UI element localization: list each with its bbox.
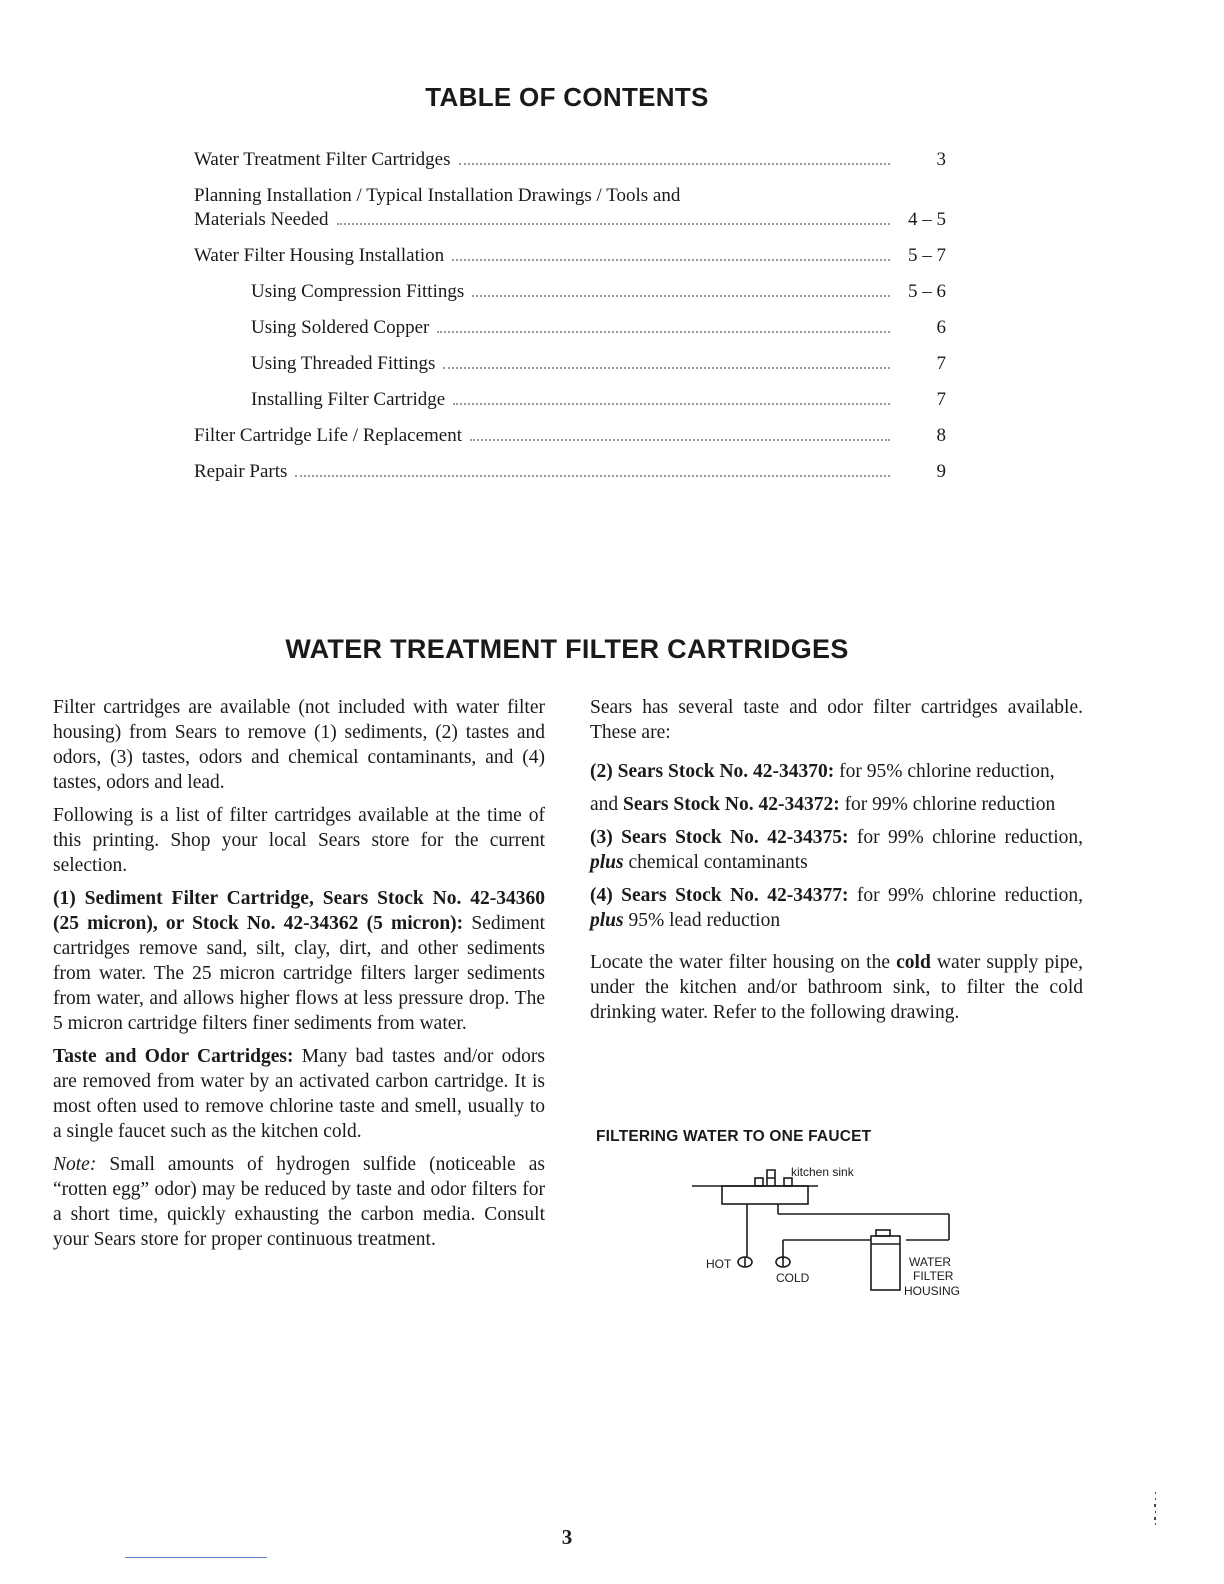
- toc-subentry[interactable]: [194, 316, 946, 340]
- page-number: 3: [561, 1525, 573, 1549]
- toc-entry[interactable]: [194, 184, 946, 232]
- toc-leader-dots: [472, 295, 890, 297]
- toc-entry-page: 3: [936, 149, 946, 170]
- toc-leader-dots: [470, 439, 890, 441]
- toc-entry-page: 4 – 5: [908, 209, 946, 230]
- housing-cap: [876, 1230, 890, 1236]
- toc-title: TABLE OF CONTENTS: [425, 82, 709, 112]
- note-paragraph: [53, 1152, 545, 1252]
- sediment-cartridge-text: Sediment cartridges remove sand, silt, clay, dirt, and other sediments from water. The 25 micron cartridge filters larger sediments from water, and allows higher flows at less pressure drop. The 5 micron cartridge filters finer sediments from water.: [53, 913, 545, 1034]
- intro-paragraph: Filter cartridges are available (not included with water filter housing) from Sears to remove (1) sediments, (2) tastes and odors, (3) tastes, odors and chemical contaminants, and (4) tastes, odors and lead.: [53, 697, 545, 793]
- toc-leader-dots: [437, 331, 890, 333]
- location-paragraph: [590, 950, 1083, 1025]
- toc-leader-dots: [452, 259, 890, 261]
- stock-description-tail: 95% lead reduction: [623, 910, 781, 931]
- note-text: Small amounts of hydrogen sulfide (noticeable as “rotten egg” odor) may be reduced by taste and odor filters for a short time, quickly exhausting the carbon media. Consult your Sears store for proper continuous treatment.: [53, 1154, 545, 1250]
- stock-number: (4) Sears Stock No. 42-34377:: [590, 885, 849, 906]
- location-text: Locate the water filter housing on the: [590, 952, 897, 973]
- taste-odor-text: Many bad tastes and/or odors are removed from water by an activated carbon cartridge. It is most often used to remove chlorine taste and smell, usually to a single faucet such as the kitchen cold.: [53, 1046, 545, 1142]
- toc-entry-text: Water Treatment Filter Cartridges: [194, 149, 451, 170]
- toc-entry-text: Planning Installation / Typical Installation Drawings / Tools and: [194, 185, 681, 206]
- taste-odor-intro: Sears has several taste and odor filter cartridges available. These are:: [590, 697, 1083, 743]
- toc-entry-text: Installing Filter Cartridge: [251, 389, 446, 410]
- plus-emphasis: plus: [590, 852, 624, 873]
- toc-entry-page: 5 – 6: [908, 281, 946, 302]
- stock-description-tail: chemical contaminants: [623, 852, 808, 873]
- toc-leader-dots: [295, 475, 890, 477]
- toc-leader-dots: [459, 163, 891, 165]
- stock-lead-text: and: [590, 794, 624, 815]
- toc-entry-text: Using Threaded Fittings: [251, 353, 436, 374]
- toc-entry[interactable]: [194, 460, 946, 484]
- stock-item: [590, 883, 1083, 933]
- toc-entry[interactable]: [194, 424, 946, 448]
- faucet-handle-left: [755, 1178, 763, 1186]
- plus-emphasis: plus: [590, 910, 624, 931]
- toc-entry-page: 5 – 7: [908, 245, 946, 266]
- toc-entry-text: Repair Parts: [194, 461, 288, 482]
- toc-entry-text: Using Soldered Copper: [251, 317, 430, 338]
- toc-leader-dots: [337, 223, 890, 225]
- stock-description: for 99% chlorine reduction,: [848, 827, 1083, 848]
- sediment-cartridge-heading: (1) Sediment Filter Cartridge, Sears Stock No. 42-34360 (25 micron), or Stock No. 42-34362 (5 micron):: [53, 888, 545, 934]
- toc-entry-page: 7: [936, 389, 946, 410]
- stock-number: Sears Stock No. 42-34372:: [623, 794, 840, 815]
- toc-entry-text: Using Compression Fittings: [251, 281, 465, 302]
- stock-number: (3) Sears Stock No. 42-34375:: [590, 827, 849, 848]
- toc-entry-text: Filter Cartridge Life / Replacement: [194, 425, 463, 446]
- taste-odor-heading: Taste and Odor Cartridges:: [53, 1046, 294, 1067]
- sink-basin: [722, 1186, 808, 1204]
- sink-label: kitchen sink: [791, 1165, 854, 1179]
- section-title: WATER TREATMENT FILTER CARTRIDGES: [285, 634, 849, 664]
- faucet-handle-right: [784, 1178, 792, 1186]
- cold-emphasis: cold: [896, 952, 931, 973]
- stock-description: for 99% chlorine reduction: [839, 794, 1056, 815]
- toc-subentry[interactable]: [194, 388, 946, 412]
- stock-item: [590, 825, 1083, 875]
- toc-entry-text-continued: Materials Needed: [194, 209, 329, 230]
- toc-entry-page: 7: [936, 353, 946, 374]
- faucet-filter-diagram: [690, 1156, 990, 1306]
- housing-label-2: FILTER: [913, 1269, 954, 1283]
- toc-entry-page: 9: [936, 461, 946, 482]
- toc-subentry[interactable]: [194, 352, 946, 376]
- figure-caption: FILTERING WATER TO ONE FAUCET: [596, 1128, 872, 1145]
- toc-entry-page: 6: [936, 317, 946, 338]
- right-column: [590, 695, 1083, 1033]
- stock-number: (2) Sears Stock No. 42-34370:: [590, 761, 835, 782]
- toc-leader-dots: [453, 403, 890, 405]
- toc-leader-dots: [443, 367, 890, 369]
- toc-subentry[interactable]: [194, 280, 946, 304]
- taste-odor-paragraph: [53, 1044, 545, 1144]
- stock-description: for 99% chlorine reduction,: [848, 885, 1083, 906]
- housing-label-1: WATER: [909, 1255, 951, 1269]
- toc-entry-page: 8: [936, 425, 946, 446]
- list-intro-paragraph: Following is a list of filter cartridges available at the time of this printing. Shop your local Sears store for the current selection.: [53, 805, 545, 876]
- left-column: [53, 695, 545, 1260]
- sediment-cartridge-paragraph: [53, 886, 545, 1036]
- toc-entry-text: Water Filter Housing Installation: [194, 245, 445, 266]
- hot-label: HOT: [706, 1257, 732, 1271]
- note-label: Note:: [53, 1154, 97, 1175]
- stock-item: [590, 759, 1083, 784]
- housing-label-3: HOUSING: [904, 1284, 961, 1298]
- stock-item: [590, 792, 1083, 817]
- location-text-continued: water supply pipe, under the kitchen and/or bathroom sink, to filter the cold drinking water. Refer to the following drawing.: [590, 952, 1083, 1023]
- toc-entry[interactable]: [194, 244, 946, 268]
- faucet-spout-icon: [767, 1170, 775, 1186]
- table-of-contents: [194, 148, 946, 496]
- toc-entry[interactable]: [194, 148, 946, 172]
- scan-edge-marks: [1153, 1492, 1159, 1528]
- scan-edge-line: [125, 1557, 267, 1558]
- cold-label: COLD: [776, 1271, 810, 1285]
- stock-description: for 95% chlorine reduction,: [834, 761, 1055, 782]
